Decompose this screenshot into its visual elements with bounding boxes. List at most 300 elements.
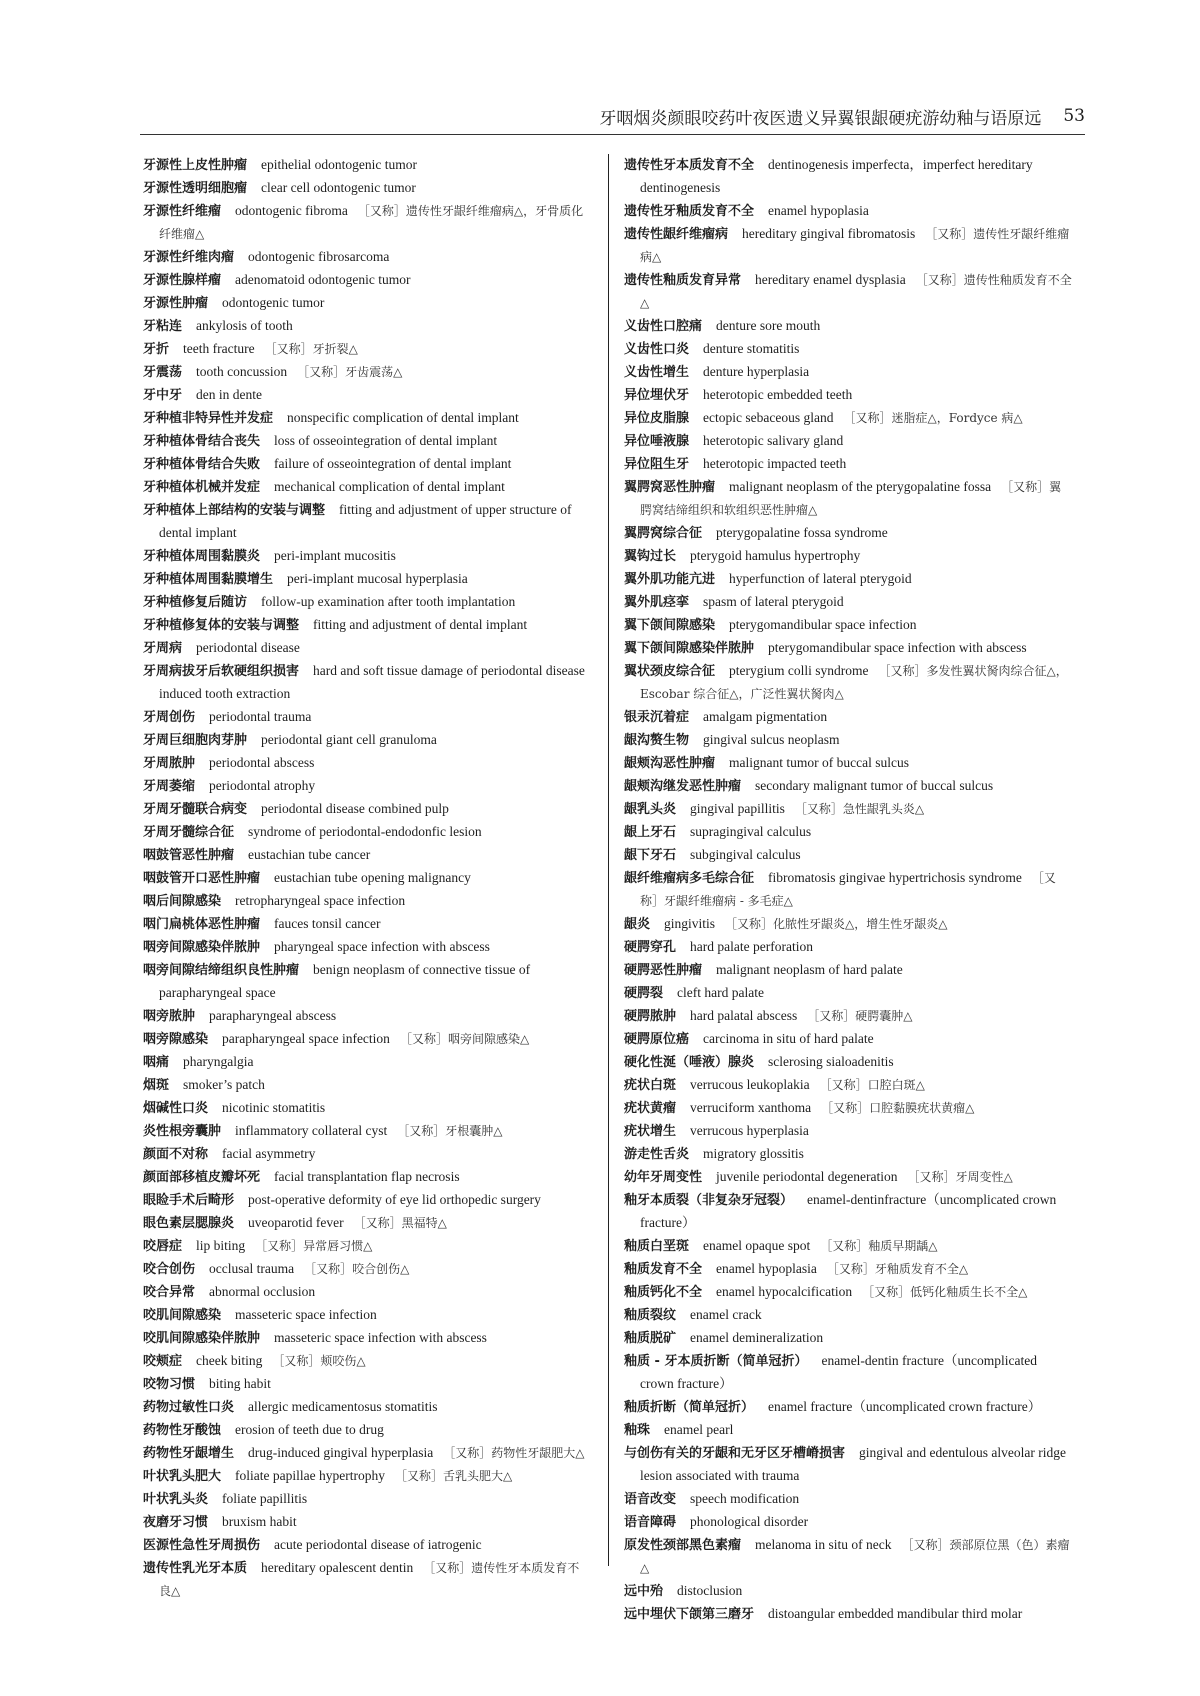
term-english: gingival papillitis: [690, 801, 785, 816]
glossary-entry: [143, 1511, 591, 1534]
term-alias-note: ［又称］牙齿震荡△: [297, 365, 403, 379]
glossary-entry: [624, 1603, 1072, 1626]
term-chinese: 硬腭恶性肿瘤: [624, 963, 703, 978]
term-english: phonological disorder: [690, 1514, 809, 1529]
term-chinese: 咽门扁桃体恶性肿瘤: [143, 917, 261, 932]
glossary-entry: [143, 476, 591, 499]
term-chinese: 异位阻生牙: [624, 457, 690, 472]
term-chinese: 釉质 - 牙本质折断（简单冠折）: [624, 1354, 808, 1369]
term-english: odontogenic fibroma: [235, 203, 348, 218]
term-chinese: 咽旁脓肿: [143, 1009, 196, 1024]
term-english: masseteric space infection with abscess: [274, 1330, 487, 1345]
term-chinese: 游走性舌炎: [624, 1147, 690, 1162]
glossary-entry: [143, 545, 591, 568]
term-english: biting habit: [209, 1376, 271, 1391]
term-chinese: 咽痛: [143, 1055, 170, 1070]
term-english: foliate papillae hypertrophy: [235, 1468, 385, 1483]
term-english: verrucous hyperplasia: [690, 1123, 809, 1138]
term-chinese: 硬腭脓肿: [624, 1009, 677, 1024]
term-english: syndrome of periodontal-endodonfic lesion: [248, 824, 482, 839]
term-english: gingival sulcus neoplasm: [703, 732, 840, 747]
glossary-entry: [143, 1005, 591, 1028]
term-english: foliate papillitis: [222, 1491, 308, 1506]
term-alias-note: ［又称］颊咬伤△: [272, 1354, 366, 1368]
glossary-entry: [143, 1419, 591, 1442]
term-english: carcinoma in situ of hard palate: [703, 1031, 874, 1046]
term-alias-note: ［又称］遗传性釉质发育不全△: [640, 273, 1072, 310]
glossary-entry: [143, 1281, 591, 1304]
glossary-entry: [624, 752, 1072, 775]
glossary-entry: [143, 1097, 591, 1120]
term-english: fibromatosis gingivae hypertrichosis syndrome: [768, 870, 1022, 885]
term-english: enamel hypocalcification: [716, 1284, 853, 1299]
term-english: uveoparotid fever: [248, 1215, 344, 1230]
term-english: enamel opaque spot: [703, 1238, 811, 1253]
column-divider: [608, 154, 609, 1566]
glossary-entry: [143, 292, 591, 315]
glossary-entry: [624, 821, 1072, 844]
term-chinese: 咬唇症: [143, 1239, 183, 1254]
term-chinese: 咬合创伤: [143, 1262, 196, 1277]
glossary-entry: [143, 959, 591, 1005]
term-english: verrucous leukoplakia: [690, 1077, 810, 1092]
term-english: drug-induced gingival hyperplasia: [248, 1445, 434, 1460]
term-chinese: 药物性牙龈增生: [143, 1446, 235, 1461]
term-chinese: 遗传性牙釉质发育不全: [624, 204, 755, 219]
glossary-entry: [143, 614, 591, 637]
term-chinese: 牙源性透明细胞瘤: [143, 181, 248, 196]
term-english: occlusal trauma: [209, 1261, 295, 1276]
term-english: mechanical complication of dental implant: [274, 479, 505, 494]
term-alias-note: ［又称］口腔黏膜疣状黄瘤△: [821, 1101, 975, 1115]
glossary-entry: [143, 1143, 591, 1166]
term-chinese: 牙周创伤: [143, 710, 196, 725]
term-alias-note: ［又称］咽旁间隙感染△: [399, 1032, 530, 1046]
term-chinese: 牙周牙髓联合病变: [143, 802, 248, 817]
glossary-entry: [143, 1534, 591, 1557]
glossary-entry: [624, 1580, 1072, 1603]
term-chinese: 牙种植体骨结合失败: [143, 457, 261, 472]
term-chinese: 牙种植修复后随访: [143, 595, 248, 610]
term-chinese: 硬腭原位癌: [624, 1032, 690, 1047]
glossary-entry: [143, 775, 591, 798]
term-chinese: 牙种植体周围黏膜炎: [143, 549, 261, 564]
term-english: gingivitis: [664, 916, 716, 931]
glossary-entry: [624, 1120, 1072, 1143]
term-alias-note: ［又称］牙折裂△: [264, 342, 358, 356]
term-english: hereditary enamel dysplasia: [755, 272, 906, 287]
term-english: enamel hypoplasia: [768, 203, 869, 218]
glossary-entry: [624, 154, 1072, 200]
term-chinese: 叶状乳头肥大: [143, 1469, 222, 1484]
term-chinese: 牙周脓肿: [143, 756, 196, 771]
term-chinese: 异位皮脂腺: [624, 411, 690, 426]
glossary-entry: [143, 637, 591, 660]
term-english: ectopic sebaceous gland: [703, 410, 834, 425]
glossary-entry: [143, 246, 591, 269]
term-chinese: 远中埋伏下颌第三磨牙: [624, 1607, 755, 1622]
glossary-entry: [143, 1488, 591, 1511]
term-english: peri-implant mucosal hyperplasia: [287, 571, 468, 586]
glossary-entry: [624, 982, 1072, 1005]
term-chinese: 牙周巨细胞肉芽肿: [143, 733, 248, 748]
term-chinese: 疣状黄瘤: [624, 1101, 677, 1116]
glossary-entry: [624, 1258, 1072, 1281]
term-english: benign neoplasm of connective tissue of parapharyngeal space: [159, 962, 531, 1000]
term-chinese: 叶状乳头炎: [143, 1492, 209, 1507]
term-chinese: 遗传性乳光牙本质: [143, 1561, 248, 1576]
term-chinese: 牙种植体上部结构的安装与调整: [143, 503, 326, 518]
glossary-entry: [624, 706, 1072, 729]
glossary-entry: [143, 1557, 591, 1603]
glossary-entry: [624, 1281, 1072, 1304]
term-english: smoker’s patch: [183, 1077, 265, 1092]
glossary-entry: [624, 545, 1072, 568]
term-alias-note: ［又称］遗传性牙本质发育不良△: [159, 1561, 580, 1598]
glossary-entry: [624, 407, 1072, 430]
term-chinese: 牙周病拔牙后软硬组织损害: [143, 664, 300, 679]
term-english: bruxism habit: [222, 1514, 297, 1529]
term-english: supragingival calculus: [690, 824, 812, 839]
term-english: hereditary gingival fibromatosis: [742, 226, 916, 241]
glossary-entry: [143, 154, 591, 177]
glossary-entry: [143, 1304, 591, 1327]
term-alias-note: ［又称］迷脂症△，Fordyce 病△: [843, 411, 1023, 425]
glossary-entry: [624, 729, 1072, 752]
term-english: cleft hard palate: [677, 985, 764, 1000]
glossary-entry: [624, 844, 1072, 867]
glossary-entry: [624, 315, 1072, 338]
term-english: den in dente: [196, 387, 262, 402]
glossary-entry: [624, 1350, 1072, 1396]
glossary-entry: [143, 315, 591, 338]
term-chinese: 眼睑手术后畸形: [143, 1193, 235, 1208]
glossary-entry: [624, 361, 1072, 384]
running-title: 牙咽烟炎颜眼咬药叶夜医遗义异翼银龈硬疣游幼釉与语原远: [599, 108, 1042, 129]
term-chinese: 幼年牙周变性: [624, 1170, 703, 1185]
term-english: fauces tonsil cancer: [274, 916, 381, 931]
term-english: sclerosing sialoadenitis: [768, 1054, 894, 1069]
term-english: enamel fracture（uncomplicated crown fracture）: [768, 1399, 1042, 1414]
term-english: spasm of lateral pterygoid: [703, 594, 844, 609]
glossary-entry: [143, 660, 591, 706]
term-english: dentinogenesis imperfecta，imperfect hereditary dentinogenesis: [640, 157, 1033, 195]
glossary-entry: [624, 959, 1072, 982]
term-english: juvenile periodontal degeneration: [716, 1169, 898, 1184]
term-chinese: 釉质白垩斑: [624, 1239, 690, 1254]
term-alias-note: ［又称］釉质早期龋△: [820, 1239, 938, 1253]
term-alias-note: ［又称］多发性翼状胬肉综合征△，Escobar 综合征△，广泛性翼状胬肉△: [640, 664, 1068, 701]
term-english: periodontal atrophy: [209, 778, 316, 793]
term-alias-note: ［又称］黑福特△: [353, 1216, 447, 1230]
glossary-entry: [624, 1488, 1072, 1511]
glossary-entry: [143, 1327, 591, 1350]
term-chinese: 义齿性口炎: [624, 342, 690, 357]
glossary-entry: [143, 453, 591, 476]
glossary-entry: [143, 1051, 591, 1074]
glossary-entry: [624, 1005, 1072, 1028]
term-english: inflammatory collateral cyst: [235, 1123, 388, 1138]
term-english: enamel crack: [690, 1307, 762, 1322]
glossary-entry: [624, 1419, 1072, 1442]
term-chinese: 医源性急性牙周损伤: [143, 1538, 261, 1553]
glossary-entry: [143, 913, 591, 936]
glossary-entry: [624, 223, 1072, 269]
term-chinese: 义齿性口腔痛: [624, 319, 703, 334]
term-english: clear cell odontogenic tumor: [261, 180, 416, 195]
term-english: eustachian tube cancer: [248, 847, 371, 862]
term-alias-note: ［又称］急性龈乳头炎△: [794, 802, 925, 816]
term-english: enamel pearl: [664, 1422, 734, 1437]
glossary-entry: [143, 1028, 591, 1051]
term-english: abnormal occlusion: [209, 1284, 316, 1299]
term-alias-note: ［又称］低钙化釉质生长不全△: [862, 1285, 1028, 1299]
term-chinese: 龈下牙石: [624, 848, 677, 863]
term-chinese: 龈乳头炎: [624, 802, 677, 817]
glossary-entry: [143, 361, 591, 384]
glossary-entry: [143, 384, 591, 407]
term-english: hard and soft tissue damage of periodontal disease induced tooth extraction: [159, 663, 585, 701]
term-english: enamel-dentin fracture（uncomplicated crown fracture）: [640, 1353, 1037, 1391]
term-chinese: 遗传性牙本质发育不全: [624, 158, 755, 173]
glossary-entry: [624, 1304, 1072, 1327]
term-chinese: 遗传性釉质发育异常: [624, 273, 742, 288]
glossary-entry: [624, 1097, 1072, 1120]
term-english: amalgam pigmentation: [703, 709, 828, 724]
glossary-entry: [143, 430, 591, 453]
term-chinese: 疣状白斑: [624, 1078, 677, 1093]
glossary-entry: [143, 568, 591, 591]
glossary-entry: [143, 200, 591, 246]
glossary-entry: [143, 1235, 591, 1258]
term-english: gingival and edentulous alveolar ridge lesion associated with trauma: [640, 1445, 1066, 1483]
glossary-entry: [624, 798, 1072, 821]
term-english: heterotopic impacted teeth: [703, 456, 847, 471]
term-chinese: 烟碱性口炎: [143, 1101, 209, 1116]
term-chinese: 咬合异常: [143, 1285, 196, 1300]
term-english: peri-implant mucositis: [274, 548, 396, 563]
right-column: [624, 154, 1072, 1626]
term-alias-note: ［又称］牙龈纤维瘤病 - 多毛症△: [640, 871, 1056, 908]
glossary-entry: [143, 1396, 591, 1419]
term-english: distoangular embedded mandibular third molar: [768, 1606, 1023, 1621]
glossary-entry: [624, 1327, 1072, 1350]
term-chinese: 牙折: [143, 342, 170, 357]
term-chinese: 药物过敏性口炎: [143, 1400, 235, 1415]
term-chinese: 翼外肌功能亢进: [624, 572, 716, 587]
term-chinese: 远中殆: [624, 1584, 664, 1599]
term-chinese: 牙种植体骨结合丧失: [143, 434, 261, 449]
term-english: periodontal disease: [196, 640, 300, 655]
page-number: 53: [1063, 106, 1085, 126]
term-chinese: 语音改变: [624, 1492, 677, 1507]
term-chinese: 夜磨牙习惯: [143, 1515, 209, 1530]
glossary-entry: [143, 706, 591, 729]
term-english: failure of osseointegration of dental implant: [274, 456, 512, 471]
term-english: post-operative deformity of eye lid orthopedic surgery: [248, 1192, 541, 1207]
glossary-entry: [624, 591, 1072, 614]
glossary-entry: [143, 1212, 591, 1235]
term-alias-note: ［又称］口腔白斑△: [819, 1078, 925, 1092]
term-chinese: 牙种植体机械并发症: [143, 480, 261, 495]
glossary-entry: [624, 1143, 1072, 1166]
term-english: parapharyngeal abscess: [209, 1008, 337, 1023]
term-english: denture sore mouth: [716, 318, 821, 333]
term-chinese: 龈炎: [624, 917, 651, 932]
glossary-entry: [143, 867, 591, 890]
term-english: eustachian tube opening malignancy: [274, 870, 471, 885]
term-english: malignant neoplasm of the pterygopalatine fossa: [729, 479, 992, 494]
term-chinese: 釉质发育不全: [624, 1262, 703, 1277]
glossary-entry: [624, 637, 1072, 660]
glossary-entry: [624, 1396, 1072, 1419]
glossary-entry: [143, 936, 591, 959]
term-chinese: 咽旁间隙感染伴脓肿: [143, 940, 261, 955]
term-chinese: 牙源性腺样瘤: [143, 273, 222, 288]
term-english: odontogenic fibrosarcoma: [248, 249, 390, 264]
glossary-entry: [624, 775, 1072, 798]
glossary-entry: [624, 522, 1072, 545]
term-chinese: 咽旁隙感染: [143, 1032, 209, 1047]
term-chinese: 翼腭窝综合征: [624, 526, 703, 541]
term-english: periodontal trauma: [209, 709, 312, 724]
term-english: epithelial odontogenic tumor: [261, 157, 417, 172]
term-chinese: 翼外肌痉挛: [624, 595, 690, 610]
term-english: enamel-dentinfracture（uncomplicated crown fracture）: [640, 1192, 1057, 1230]
term-chinese: 牙中牙: [143, 388, 183, 403]
term-english: heterotopic embedded teeth: [703, 387, 853, 402]
glossary-entry: [143, 1120, 591, 1143]
term-english: melanoma in situ of neck: [755, 1537, 892, 1552]
term-chinese: 釉珠: [624, 1423, 651, 1438]
term-english: tooth concussion: [196, 364, 288, 379]
term-chinese: 牙种植体周围黏膜增生: [143, 572, 274, 587]
term-chinese: 牙周病: [143, 641, 183, 656]
glossary-entry: [624, 1442, 1072, 1488]
glossary-entry: [624, 1051, 1072, 1074]
glossary-entry: [143, 338, 591, 361]
glossary-entry: [143, 1373, 591, 1396]
page-header: [140, 98, 1085, 135]
glossary-entry: [624, 1166, 1072, 1189]
term-alias-note: ［又称］牙周变性△: [907, 1170, 1013, 1184]
term-english: pharyngalgia: [183, 1054, 254, 1069]
term-chinese: 翼腭窝恶性肿瘤: [624, 480, 716, 495]
term-english: heterotopic salivary gland: [703, 433, 844, 448]
term-alias-note: ［又称］异常唇习惯△: [255, 1239, 373, 1253]
term-chinese: 釉质脱矿: [624, 1331, 677, 1346]
term-chinese: 烟斑: [143, 1078, 170, 1093]
term-chinese: 釉质裂纹: [624, 1308, 677, 1323]
term-english: subgingival calculus: [690, 847, 801, 862]
glossary-entry: [143, 1442, 591, 1465]
term-english: secondary malignant tumor of buccal sulcus: [755, 778, 994, 793]
left-column: [143, 154, 591, 1603]
term-chinese: 炎性根旁囊肿: [143, 1124, 222, 1139]
glossary-entry: [624, 568, 1072, 591]
glossary-entry: [624, 1074, 1072, 1097]
term-alias-note: ［又称］牙釉质发育不全△: [826, 1262, 969, 1276]
glossary-entry: [143, 407, 591, 430]
term-english: denture hyperplasia: [703, 364, 810, 379]
term-chinese: 龈纤维瘤病多毛综合征: [624, 871, 755, 886]
glossary-entry: [624, 936, 1072, 959]
term-chinese: 硬化性涎（唾液）腺炎: [624, 1055, 755, 1070]
term-english: cheek biting: [196, 1353, 263, 1368]
term-english: enamel hypoplasia: [716, 1261, 817, 1276]
term-english: adenomatoid odontogenic tumor: [235, 272, 411, 287]
term-chinese: 牙源性纤维肉瘤: [143, 250, 235, 265]
term-chinese: 咬肌间隙感染伴脓肿: [143, 1331, 261, 1346]
term-chinese: 翼状颈皮综合征: [624, 664, 716, 679]
term-chinese: 翼下颌间隙感染伴脓肿: [624, 641, 755, 656]
term-english: hard palatal abscess: [690, 1008, 798, 1023]
term-chinese: 牙源性上皮性肿瘤: [143, 158, 248, 173]
glossary-entry: [143, 1258, 591, 1281]
glossary-entry: [624, 430, 1072, 453]
term-chinese: 咽旁间隙结缔组织良性肿瘤: [143, 963, 300, 978]
term-chinese: 义齿性增生: [624, 365, 690, 380]
term-english: malignant neoplasm of hard palate: [716, 962, 903, 977]
glossary-entry: [624, 867, 1072, 913]
term-alias-note: ［又称］化脓性牙龈炎△，增生性牙龈炎△: [725, 917, 948, 931]
glossary-entry: [624, 338, 1072, 361]
term-english: odontogenic tumor: [222, 295, 325, 310]
term-english: pterygomandibular space infection: [729, 617, 917, 632]
term-chinese: 咬物习惯: [143, 1377, 196, 1392]
term-english: nonspecific complication of dental implant: [287, 410, 519, 425]
term-english: hereditary opalescent dentin: [261, 1560, 414, 1575]
glossary-entry: [624, 1511, 1072, 1534]
term-english: nicotinic stomatitis: [222, 1100, 326, 1115]
glossary-entry: [624, 1189, 1072, 1235]
term-chinese: 咽后间隙感染: [143, 894, 222, 909]
term-alias-note: ［又称］舌乳头肥大△: [394, 1469, 513, 1483]
term-alias-note: ［又称］硬腭囊肿△: [807, 1009, 913, 1023]
term-english: facial transplantation flap necrosis: [274, 1169, 460, 1184]
term-alias-note: ［又称］牙根囊肿△: [397, 1124, 503, 1138]
term-chinese: 银汞沉着症: [624, 710, 690, 725]
term-english: pterygopalatine fossa syndrome: [716, 525, 888, 540]
glossary-entry: [143, 798, 591, 821]
term-chinese: 异位埋伏牙: [624, 388, 690, 403]
term-english: masseteric space infection: [235, 1307, 377, 1322]
term-chinese: 牙周牙髓综合征: [143, 825, 235, 840]
term-english: malignant tumor of buccal sulcus: [729, 755, 909, 770]
glossary-entry: [624, 1534, 1072, 1580]
term-chinese: 牙周萎缩: [143, 779, 196, 794]
term-chinese: 咬肌间隙感染: [143, 1308, 222, 1323]
term-english: acute periodontal disease of iatrogenic: [274, 1537, 482, 1552]
glossary-entry: [143, 890, 591, 913]
glossary-entry: [624, 660, 1072, 706]
glossary-entry: [143, 1465, 591, 1488]
term-alias-note: ［又称］翼腭窝结缔组织和软组织恶性肿瘤△: [640, 480, 1062, 517]
term-chinese: 牙粘连: [143, 319, 183, 334]
glossary-entry: [624, 384, 1072, 407]
term-english: erosion of teeth due to drug: [235, 1422, 384, 1437]
term-chinese: 龈沟赘生物: [624, 733, 690, 748]
term-chinese: 硬腭裂: [624, 986, 664, 1001]
term-alias-note: ［又称］遗传性牙龈纤维瘤病△: [640, 227, 1070, 264]
term-english: retropharyngeal space infection: [235, 893, 406, 908]
term-english: periodontal abscess: [209, 755, 315, 770]
glossary-entry: [143, 1189, 591, 1212]
term-english: enamel demineralization: [690, 1330, 824, 1345]
glossary-entry: [624, 269, 1072, 315]
term-english: migratory glossitis: [703, 1146, 804, 1161]
term-chinese: 牙震荡: [143, 365, 183, 380]
